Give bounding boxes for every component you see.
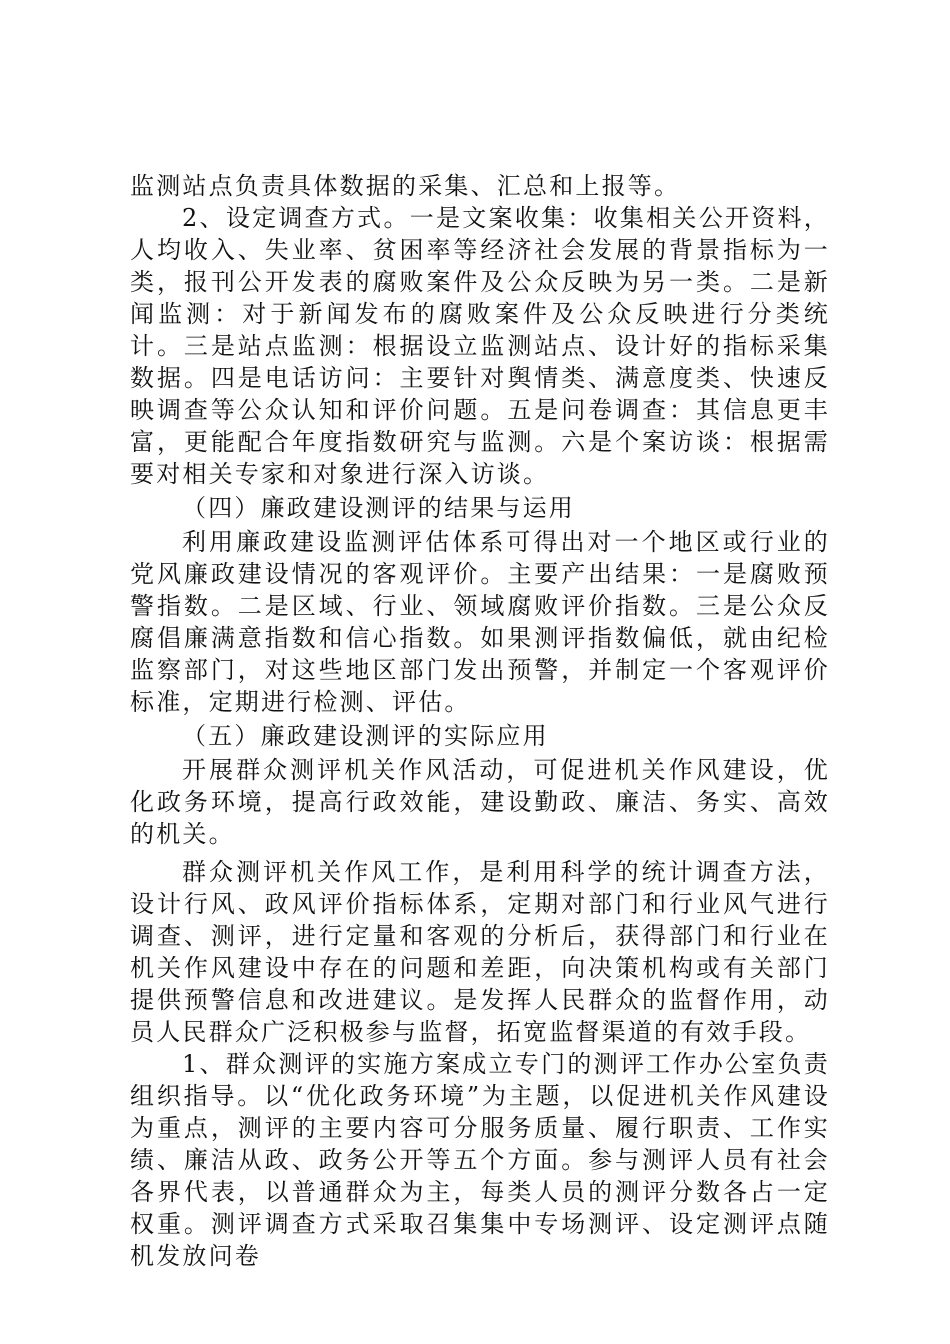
paragraph-implementation-plan: 1、群众测评的实施方案成立专门的测评工作办公室负责组织指导。以“优化政务环境”为主题，以促进机关作风建设为重点，测评的主要内容可分服务质量、履行职责、工作实绩、廉洁从政、政务公开等五个方面。参与测评人员有社会各界代表，以普通群众为主，每类人员的测评分数各占一定权重。测评调查方式采取召集集中专场测评、设定测评点随机发放问卷 xyxy=(130,1050,830,1270)
paragraph-results: 利用廉政建设监测评估体系可得出对一个地区或行业的党风廉政建设情况的客观评价。主要产出结果：一是腐败预警指数。二是区域、行业、领域腐败评价指数。三是公众反腐倡廉满意指数和信心指数。如果测评指数偏低，就由纪检监察部门，对这些地区部门发出预警，并制定一个客观评价标准，定期进行检测、评估。 xyxy=(130,528,830,716)
paragraph-public-evaluation: 群众测评机关作风工作，是利用科学的统计调查方法，设计行风、政风评价指标体系，定期对部门和行业风气进行调查、测评，进行定量和客观的分析后，获得部门和行业在机关作风建设中存在的问题和差距，向决策机构或有关部门提供预警信息和改进建议。是发挥人民群众的监督作用，动员人民群众广泛积极参与监督，拓宽监督渠道的有效手段。 xyxy=(130,858,830,1046)
paragraph-application-intro: 开展群众测评机关作风活动，可促进机关作风建设，优化政务环境，提高行政效能，建设勤政、廉洁、务实、高效的机关。 xyxy=(130,756,830,848)
section-heading-results: （四）廉政建设测评的结果与运用 xyxy=(182,494,575,522)
section-heading-application: （五）廉政建设测评的实际应用 xyxy=(182,722,549,750)
document-body xyxy=(130,170,830,1272)
paragraph-continued: 监测站点负责具体数据的采集、汇总和上报等。 xyxy=(130,172,681,200)
paragraph-survey-methods: 2、设定调查方式。一是文案收集：收集相关公开资料，人均收入、失业率、贫困率等经济社会发展的背景指标为一类，报刊公开发表的腐败案件及公众反映为另一类。二是新闻监测：对于新闻发布的腐败案件及公众反映进行分类统计。三是站点监测：根据设立监测站点、设计好的指标采集数据。四是电话访问：主要针对舆情类、满意度类、快速反映调查等公众认知和评价问题。五是问卷调查：其信息更丰富，更能配合年度指数研究与监测。六是个案访谈：根据需要对相关专家和对象进行深入访谈。 xyxy=(130,204,830,488)
